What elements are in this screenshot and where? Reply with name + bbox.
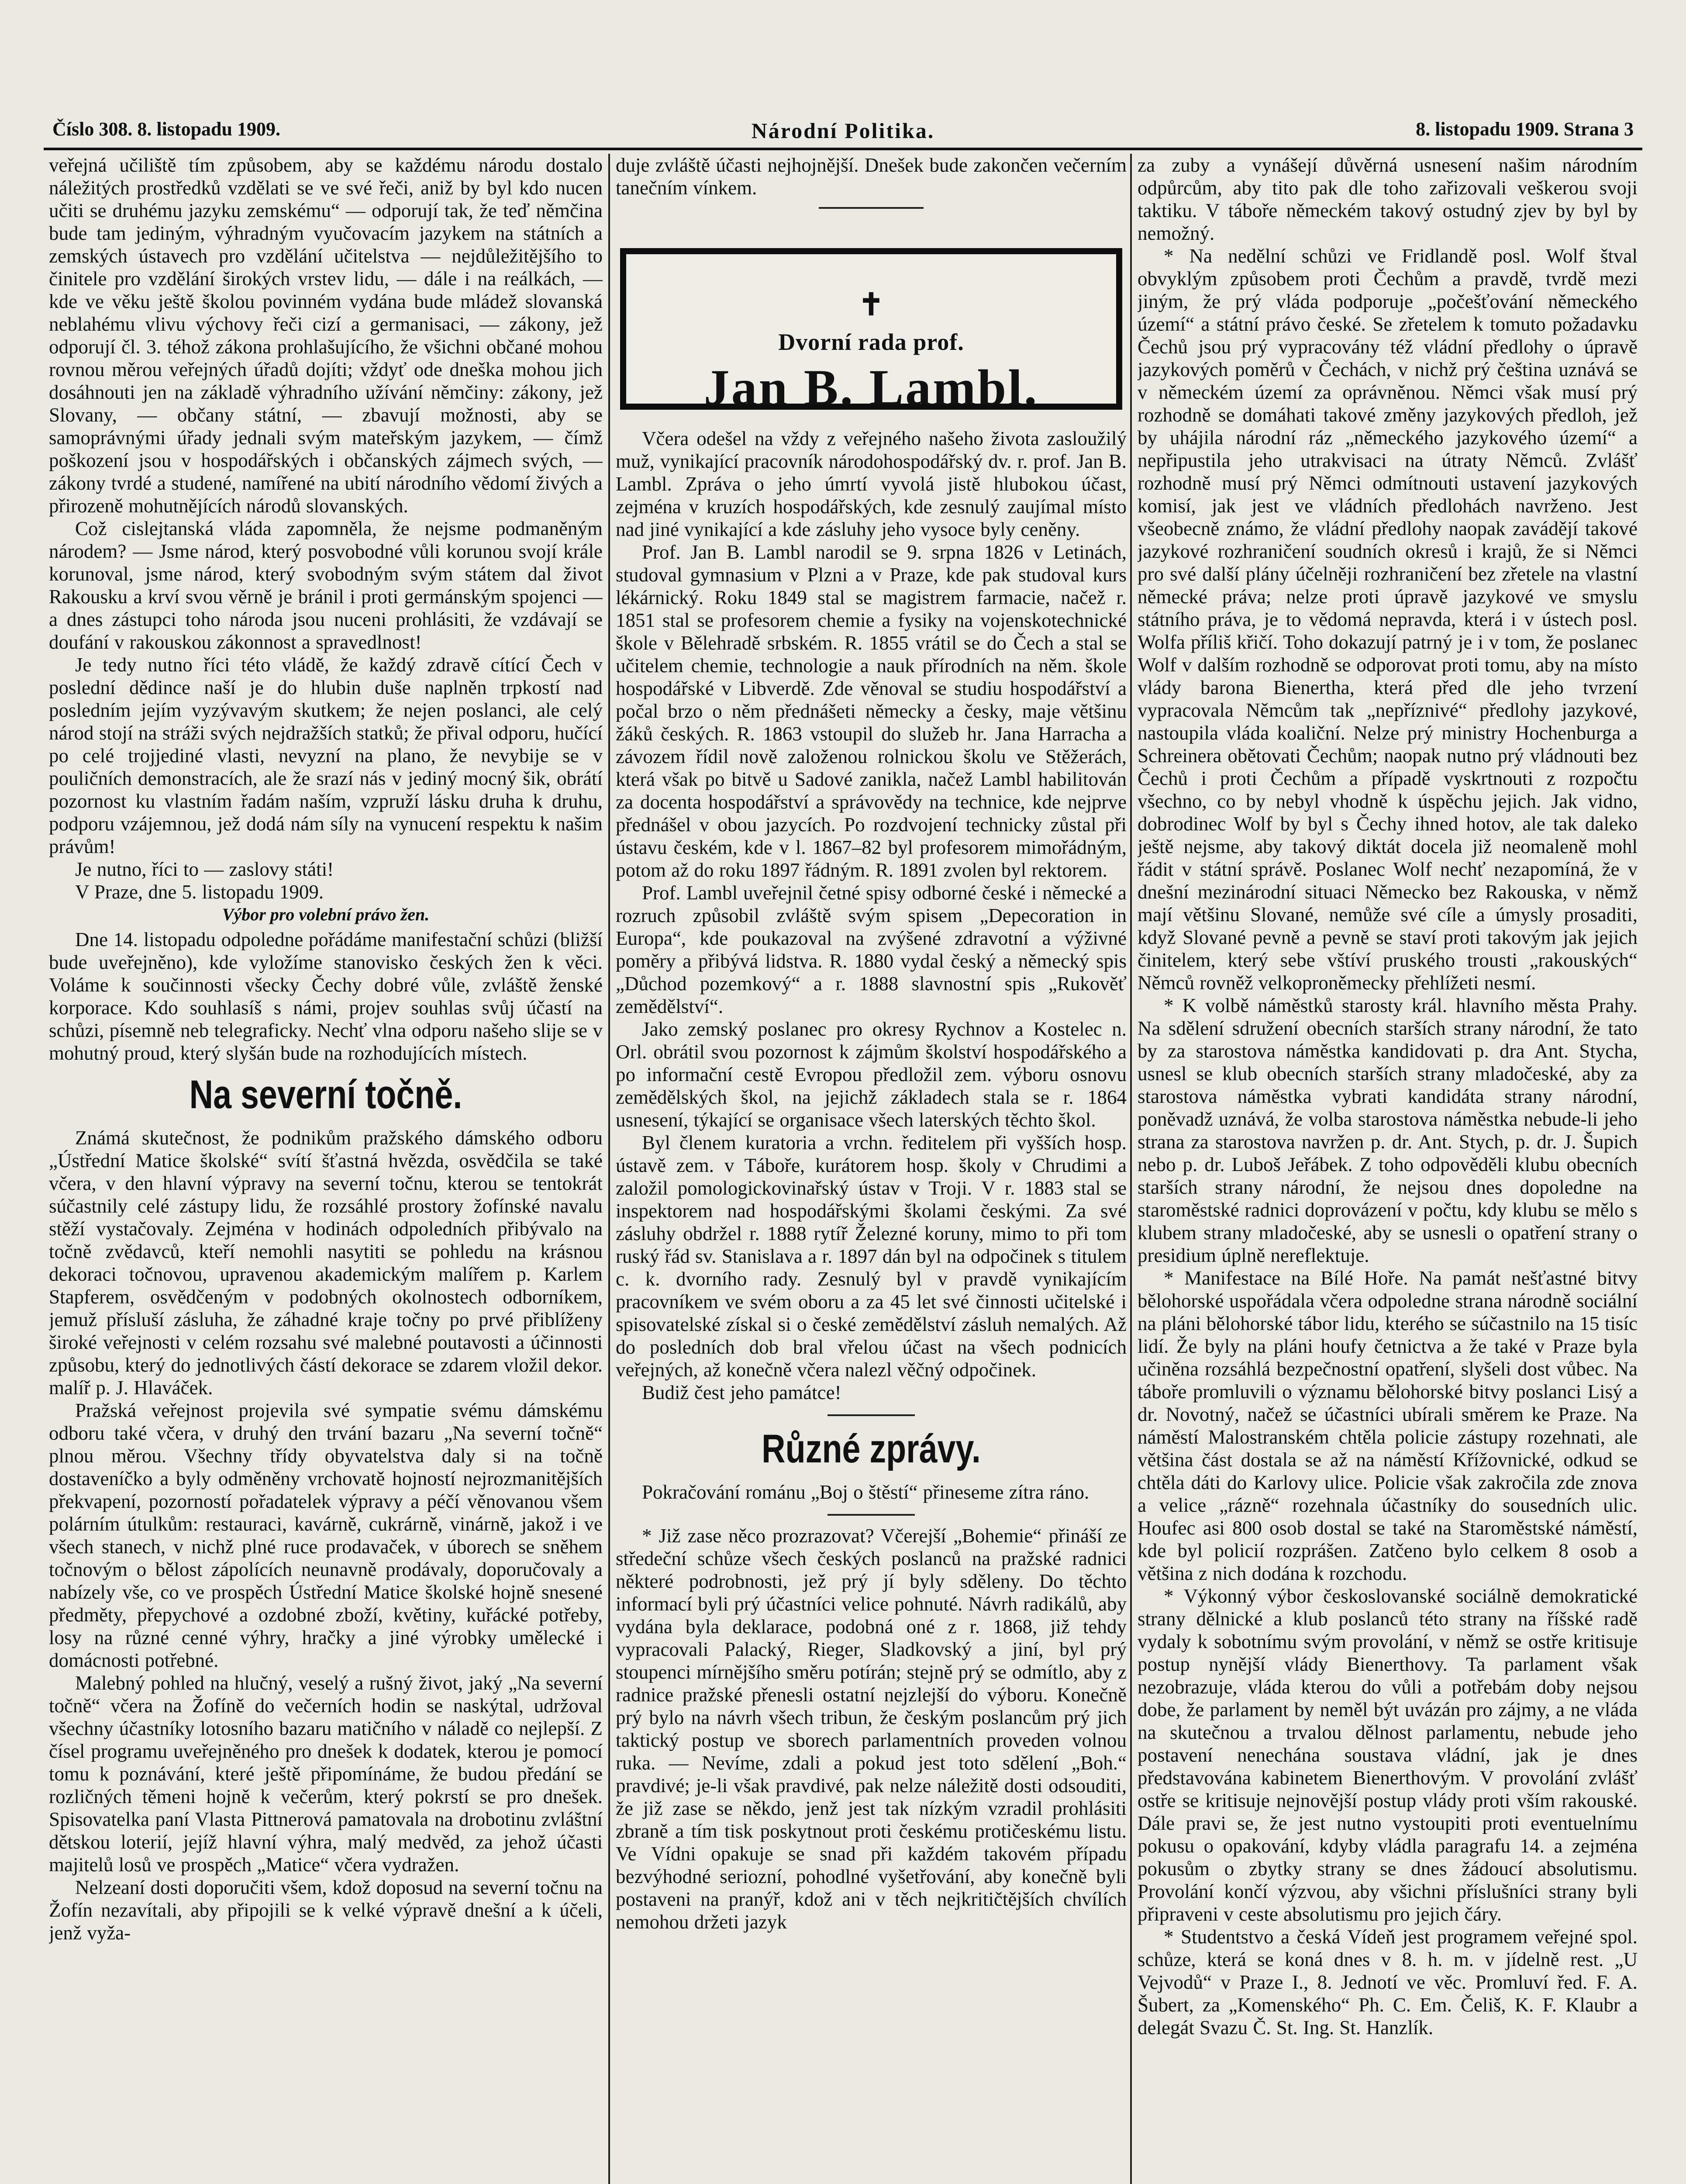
obituary-title: Dvorní rada prof. [778,329,964,355]
article-paragraph: Byl členem kuratoria a vrchn. ředitelem při vyšších hosp. ústavě zem. v Táboře, kurátorem hosp. školy v Chrudimi a založil pomologickovinařský ústav v Troji. V r. 1883 stal se inspektorem nad hospodářskými školami českými. Za své zásluhy obdržel r. 1888 rytíř Železné koruny, mimo to při tom ruský řád sv. Stanislava a r. 1897 dán byl na odpočinek s titulem c. k. dvorního rady. Zesnulý byl v pravdě vynikajícím pracovníkem ve svém oboru a za 45 let své činnosti učitelské i spisovatelské získal si o české zemědělství zásluh nemalých. Až do posledních dob bral vřelou účast na všech podnicích veřejných, až konečně včera nalezl věčný odpočinek. [616,1132,1127,1381]
article-paragraph: Jako zemský poslanec pro okresy Rychnov a Kostelec n. Orl. obrátil svou pozornost k zájmům školství hospodářského a po informační cestě Evropou předložil zem. výboru osnovu zemědělských škol, na jejichž základech stala se r. 1864 usnesení, týkající se organisace všech laterských těchto škol. [616,1018,1127,1131]
header-rule [44,148,1642,150]
article-paragraph: * Na nedělní schůzi ve Fridlandě posl. Wolf štval obvyklým způsobem proti Čechům a pravdě, tvrdě mezi jiným, že prý vláda podporuje „počešťování německého území“ a státní právo české. Se zřetelem k tomuto požadavku Čechů jsou prý vypracovány též vládní předlohy o úpravě jazykových poměrů v Čechách, v nichž prý čeština uznává se v německém území za oprávněnou. Němci však musí prý rozhodně se domáhati takové změny jazykových předloh, jež by uhájila národní ráz „německého jazykového území“ a nepřipustila jeho utrakvisaci na útraty Němců. Zvlášť rozhodně musí prý Němci odmítnouti ustavení jazykových komisí, jak jest ve vládních předlohách navrženo. Jest všeobecně známo, že vládní předlohy naopak zavádějí takové jazykové rozhraničení soudních okresů i krajů, že si Němci pro své další plány účelněji rozhraničení bez zřetele na vlastní německé práva; nelze proti úpravě jazykové ve smyslu státního práva, je to vědomá nepravda, která i v ústech posl. Wolfa příliš křičí. Toho dokazují patrný je i v tom, že poslanec Wolf v dalším rozhodně se odporovat proti tomu, aby na místo vlády barona Bienertha, která před dle jeho tvrzení vypracovala Němcům tak „nepříznivé“ předlohy jazykové, nastoupila vláda koaliční. Nelze prý ministry Hochenburga a Schreinera obětovati Čechům; naopak nutno prý vládnouti bez Čechů i proti Čechům a případě vyskrtnouti z rozpočtu všechno, co by nebyl vhodně k úspěchu jejich. Jak vidno, dobrodinec Wolf by byl s Čechy ihned hotov, ale tak daleko ještě nejsme, aby takový diktát docela již neomaleně mohl řádit v státní správě. Poslanec Wolf nechť nezapomíná, že v dnešní mezinárodní situaci Německo bez Rakouska, v němž mají většinu Slované, nemůže své cíle a úmysly prosaditi, když Slované pevně a pevně se staví proti takovým jak jejich činitelem, který sebe vštíví pruského trousti „rakouských“ Němců rovněž velkoproněmecky přehlížeti nesmí. [1138,245,1638,994]
article-paragraph: duje zvláště účasti nejhojnější. Dnešek bude zakončen večerním tanečním vínkem. [616,154,1127,199]
article-paragraph: Prof. Lambl uveřejnil četné spisy odborné české i německé a rozruch způsobil zvláště svým spisem „Depecoration in Europa“, kde poukazoval na zvýšené zdravotní a výživné poměry a přibývá lidstva. R. 1880 vydal český a německý spis „Důchod pozemkový“ a r. 1888 slavnostní spis „Rukověť zemědělství“. [616,882,1127,1017]
article-paragraph: * K volbě náměstků starosty král. hlavního města Prahy. Na sdělení sdružení obecních starších strany národní, že tato by za starostova náměstka kandidovati p. dra Ant. Stycha, usnesl se klub obecních starších strany mladočeské, aby za starostova náměstka vybrati kandidáta strany národní, poněvadž uznává, že volba starostova náměstka nebude-li jeho strana za starostova navržen p. dr. Ant. Stych, p. dr. J. Šupich nebo p. dr. Luboš Jeřábek. Z toho odpověděli klubu obecních starších strany národní, že nejsou dnes dopoledne na staroměstské radnici doprovázení v počtu, kdy klubu se mělo s klubem strany mladočeské, aby se usnesli o opatření strany o presidium úplně nereflektuje. [1138,995,1638,1266]
page-date-number: 8. listopadu 1909. Strana 3 [1416,118,1634,140]
article-paragraph: Pražská veřejnost projevila své sympatie svému dámskému odboru také včera, v druhý den trvání bazaru „Na severní točně“ plnou měrou. Všechny třídy obyvatelstva daly si na točně dostaveníčko a byly odměněny vrchovatě hojností nejrozmanitějších překvapení, pozorností pořadatelek výpravy a péčí věnovanou všem polárním útulkům: restauraci, kavárně, cukrárně, vinárně, jakož i ve všech stanech, v nichž plné ruce prodavaček, v úborech se sněhem točnovým o bělost zápolících neunavně prodávaly, doporučovaly a nabízely vše, co ve prospěch Ústřední Matice školské hojně snesené předměty, přepychové a ozdobné zboží, květiny, kuřácké potřeby, losy na různé cenné výhry, hračky a jiné výrobky umělecké i domácnosti potřebné. [49,1400,603,1671]
column-divider [1130,154,1132,2184]
separator-rule [819,207,924,209]
separator-rule [827,1514,915,1516]
article-paragraph: Včera odešel na vždy z veřejného našeho života zasloužilý muž, vynikající pracovník národohospodářský dv. r. prof. Jan B. Lambl. Zpráva o jeho úmrtí vyvolá jistě hlubokou účast, zejména v kruzích hospodářských, kde zesnulý zaujímal místo nad jiné vynikající a kde zásluhy jeho vysoce byly ceněny. [616,428,1127,540]
dateline: V Praze, dne 5. listopadu 1909. [75,881,324,903]
article-paragraph: Je tedy nutno říci této vládě, že každý zdravě cítící Čech v poslední dědince naší je do hlubin duše naplněn trpkostí nad posledním jejím vyzývavým skutkem; že nejen poslanci, ale celý národ stojí na stráži svých nejdražších statků; že přival odporu, hučící po celé trojjediné vlasti, nevyzní na plano, že nevybije se v pouličních demonstracích, ale že srazí nás v jediný mocný šik, obrátí pozornost ku vlastním řadám naším, vzpruží lásku druha k druhu, podporu vzájemnou, jež dodá nám síly na vynucení respektu k našim právům! [49,654,603,857]
article-paragraph: Známá skutečnost, že podnikům pražského dámského odboru „Ústřední Matice školské“ svítí šťastná hvězda, osvědčila se také včera, v den hlavní výpravy na severní točnu, kterou se tentokrát súčastnily celé zástupy lidu, že rozsáhlé prostory žofínské navalu stěží vystačovaly. Zejména v hodinách odpoledních přibývalo na točně zvědavců, kteří nemohli nasytiti se pohledu na krásnou dekoraci točnovou, upravenou akademickým malířem p. Karlem Stapferem, osvědčeným v podobných okolnostech odborníkem, jemuž přísluší zásluha, že záhadné kraje točny po prvé přiblíženy široké veřejnosti v celém rozsahu své malebné poutavosti a účinnosti způsobu, který do jednotlivých částí dekorace se zdarem vložil dekor. malíř p. J. Hlaváček. [49,1127,603,1399]
obituary-name: Jan B. Lambl. [703,359,1039,416]
article-paragraph: * Studentstvo a česká Vídeň jest programem veřejné spol. schůze, která se koná dnes v 8. h. m. v jídelně rest. „U Vejvodů“ v Praze I., 8. Jednotí ve věc. Promluví řed. F. A. Šubert, za „Komenského“ Ph. C. Em. Čeliš, K. F. Klaubr a delegát Svazu Č. St. Ing. St. Hanzlík. [1138,1926,1638,2039]
section-heading: Na severní točně. [189,1072,462,1117]
article-paragraph: Je nutno, říci to — zaslovy státi! [75,858,334,880]
article-paragraph: Dne 14. listopadu odpoledne pořádáme manifestační schůzi (bližší bude uveřejněno), kde vyložíme stanovisko českých žen k věci. Voláme k součinnosti všecky Čechy dobré vůle, zvláště ženské korporace. Kdo souhlasíš s námi, projev souhlas svůj účastí na schůzi, písemně neb telegraficky. Nechť vlna odporu našeho slije se v mohutný proud, který slyšán bude na rozhodujících místech. [49,929,603,1064]
article-paragraph: * Manifestace na Bílé Hoře. Na památ nešťastné bitvy bělohorské uspořádala včera odpoledne strana národně sociální na pláni bělohorské tábor lidu, kterého se súčastnilo na 15 tisíc lidí. Že byly na pláni houfy četnictva a že také v Praze byla učiněna rozsáhlá bezpečnostní opatření, slyšeli dost vůbec. Na táboře promluvili o významu bělohorské bitvy poslanci Lisý a dr. Novotný, načež se účastníci ubírali směrem ke Praze. Na náměstí Malostranském chtěla policie zástupy rozehnati, ale většina část dostala se až na náměstí Křížovnické, odkud se chtěla dáti do Karlovy ulice. Policie však zakročila zde znova a velice „rázně“ rozehnala účastníky do sousedních ulic. Houfec asi 800 osob dostal se také na Staroměstské náměstí, kde byl policií rozprášen. Zatčeno bylo celkem 8 osob a většina z nich dodána k rozchodu. [1138,1267,1638,1584]
article-paragraph: * Již zase něco prozrazovat? Včerejší „Bohemie“ přináší ze středeční schůze všech českých poslanců na pražské radnici některé podrobnosti, jež prý jí byly sděleny. Do těchto informací byli prý účastníci velice pohnuté. Návrh radikálů, aby vydána byla deklarace, podobná oné z r. 1868, již tehdy vypracovali Palacký, Rieger, Sladkovský a jiní, byl prý stoupenci mírnějšího směru potírán; stejně prý se odmítlo, aby z radnice pražské přenesli ostatní nejzlejší do výboru. Konečně prý bylo na návrh všech tribun, že českým poslancům prý jich taktický postup ve sborech parlamentních proveden volnou ruka. — Nevíme, zdali a pokud jest toto sdělení „Boh.“ pravdivé; je-li však pravdivé, pak nelze náležitě dosti odsouditi, že již zase se někdo, jenž jest tak nízkým vzradil prohlásiti zbraně a tím tisk poskytnout proti českému protičeskému listu. Ve Vídni opakuje se snad při každém takovém případu bezvýhodné seriozní, pohodlné vyšetřování, aby konečně byli postaveni na pranýř, kdož ani v těch nejkritičtějších chvílích nemohou držeti jazyk [616,1525,1127,1933]
signature-committee: Výbor pro volební právo žen. [222,905,430,924]
column-3 [1138,154,1638,2184]
article-paragraph: Pokračování románu „Boj o štěstí“ přineseme zítra ráno. [642,1481,1090,1503]
article-paragraph: * Výkonný výbor českoslovanské sociálně demokratické strany dělnické a klub poslanců této strany na říšské radě vydaly k sobotnímu svým provolání, v němž se ostře kritisuje postup nynější vlády Bienerthovy. Ta parlament však nezobrazuje, vláda kterou do vůli a potřebám doby nejsou dobe, že parlament by neměl být uvázán pro zájmy, a ne vláda na skutečnou a trvalou dělnost parlamentu, nebude jeho postavení nenechána soustava vládní, jak je dnes představována kabinetem Bienerthovým. V provolání zvlášť ostře se kritisuje nejnovější postup vlády proti vším rakouské. Dále pravi se, že jest nutno vystoupiti proti eventuelnímu pokusu o opakování, kdyby vládla paragrafu 14. a zejména pokusům o zbytky strany se dnes žádoucí absolutismu. Provolání končí výzvou, aby všichni příslušníci strany byli připraveni v ceste absolutismu pro jejich čáry. [1138,1585,1638,1925]
article-paragraph: veřejná učiliště tím způsobem, aby se každému národu dostalo náležitých prostředků vzdělati se ve své řeči, aniž by byl kdo nucen učiti se druhému jazyku zemskému“ — odporují tak, že teď němčina bude tam jediným, výhradným vyučovacím jazykem na státních a zemských ústavech pro vzdělání učitelstva — nejdůležitějšího to činitele pro vzdělání širokých vrstev lidu, — dále i na reálkách, — kde ve věku ještě školou povinném vydána bude mládež slovanská neblahému vlivu výchovy řeči cizí a germanisaci, — zákony, jež odporují čl. 3. téhož zákona prohlašujícího, že všichni občané mohou rovnou měrou veřejných úřadů dojíti; vždyť ode dneška mohou jich dosáhnouti jen na základě výhradního užívání němčiny: zákony, jež Slovany, — občany státní, — zbavují možnosti, aby se samoprávnými úřady jednali svým mateřským jazykem, — čímž poškození jsou v hospodářských i občanských zájmech svých, — zákony tvrdé a studené, namířené na ubití národního vědomí živých a přirozeně mohutnějících národů slovanských. [49,154,603,517]
issue-number: Číslo 308. 8. listopadu 1909. [52,118,280,140]
article-paragraph: za zuby a vynášejí důvěrná usnesení našim národním odpůrcům, aby tito pak dle toho zařizovali veškerou svoji taktiku. V táboře německém takový ostudný zjev by byl by nemožný. [1138,154,1638,244]
separator-rule [827,1414,915,1416]
section-heading: Různé zprávy. [762,1427,981,1471]
article-paragraph: Malebný pohled na hlučný, veselý a rušný život, jaký „Na severní točně“ včera na Žofíně do večerních hodin se naskýtal, udržoval všechny účastníky lotosního bazaru matičního v náladě co nejlepší. Z čísel programu uveřejněného pro dnešek k dodatek, kterou je pomocí tomu k poznávání, které ještě připomínáme, že budou předání se rozličných těmeni hojně k večerům, který pokrstí se pro dnešek. Spisovatelka paní Vlasta Pittnerová pamatovala na drobotinu zvláštní dětskou loterií, jejíž hlavní výhra, malý medvěd, za jehož účasti majitelů losů ve prospěch „Matice“ včera vydražen. [49,1672,603,1876]
article-paragraph: Budiž čest jeho památce! [642,1382,841,1403]
article-paragraph: Což cislejtanská vláda zapomněla, že nejsme podmaněným národem? — Jsme národ, který posvobodné vůli korunou svojí krále korunoval, jsme národ, který svobodným svým státem dal život Rakousku a krví svou věrně je bránil i proti germánským spojenci — a dnes zástupci toho národa jsou nuceni prohlásiti, že vzdávají se doufání v rakouskou zákonnost a spravedlnost! [49,518,603,653]
cross-icon: ✝ [858,288,884,322]
column-2 [616,154,1127,2184]
page-header [44,118,1642,144]
article-paragraph: Prof. Jan B. Lambl narodil se 9. srpna 1826 v Letinách, studoval gymnasium v Plzni a v Praze, kde pak studoval kurs lékárnický. Roku 1849 stal se magistrem farmacie, načež r. 1851 stal se profesorem chemie a fysiky na vojenskotechnické škole v Bělehradě srbském. R. 1855 vrátil se do Čech a stal se učitelem chemie, technologie a nauk přírodních na něm. škole hospodářské v Libverdě. Zde věnoval se studiu hospodářství a počal brzo o něm přednášeti německy a česky, maje většinu žáků českých. R. 1863 vstoupil do služeb hr. Jana Harracha a závozem řídil nově založenou rolnickou školu ve Stěžerách, která však po bitvě u Sadové zanikla, načež Lambl habilitován za docenta hospodářství a správovědy na technice, kde nejprve přednášel v obou jazycích. Po rozdvojení technicky zůstal při ústavu českém, kde v l. 1867–82 byl profesorem mimořádným, potom až do roku 1897 řádným. R. 1891 zvolen byl rektorem. [616,541,1127,881]
obituary-box [620,248,1122,416]
column-1 [49,154,603,2184]
article-paragraph: Nelzeaní dosti doporučiti všem, kdož doposud na severní točnu na Žofín nezavítali, aby připojili se k velké výpravě dnešní a k účeli, jenž vyža- [49,1876,603,1944]
column-divider [608,154,610,2184]
masthead-title: Národní Politika. [751,118,935,143]
